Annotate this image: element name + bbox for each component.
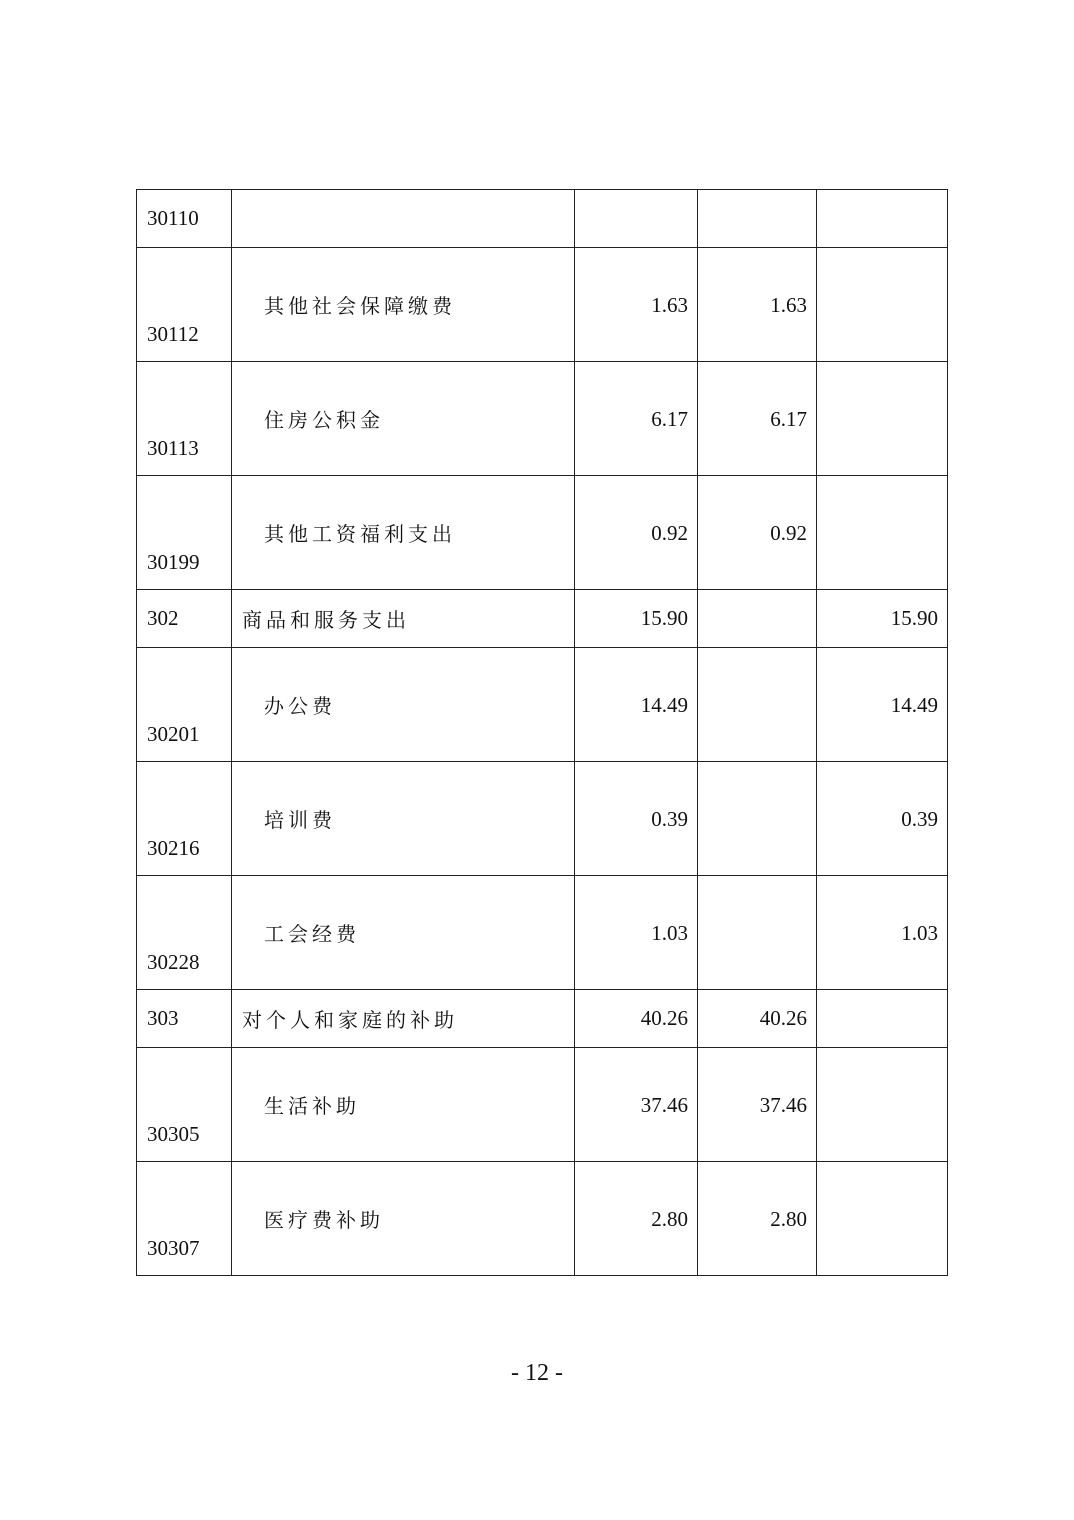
- basic-expense-cell: [698, 876, 817, 990]
- budget-table: [136, 189, 948, 1276]
- item-name-cell: 商品和服务支出: [232, 590, 575, 648]
- project-expense-cell: [817, 990, 948, 1048]
- basic-expense-cell: [698, 648, 817, 762]
- economic-code-cell: 30113: [137, 362, 232, 476]
- economic-code-cell: 30199: [137, 476, 232, 590]
- basic-expense-cell: [698, 190, 817, 248]
- project-expense-cell: 15.90: [817, 590, 948, 648]
- page-number: - 12 -: [511, 1360, 563, 1386]
- project-expense-cell: [817, 362, 948, 476]
- item-name-cell: 对个人和家庭的补助: [232, 990, 575, 1048]
- total-amount-cell: 1.63: [575, 248, 698, 362]
- item-name-cell: 工会经费: [232, 876, 575, 990]
- total-amount-cell: 2.80: [575, 1162, 698, 1276]
- project-expense-cell: [817, 248, 948, 362]
- basic-expense-cell: 37.46: [698, 1048, 817, 1162]
- economic-code-cell: 302: [137, 590, 232, 648]
- total-amount-cell: 40.26: [575, 990, 698, 1048]
- table-row: [137, 476, 948, 590]
- item-name-cell: 办公费: [232, 648, 575, 762]
- project-expense-cell: [817, 190, 948, 248]
- total-amount-cell: 37.46: [575, 1048, 698, 1162]
- project-expense-cell: 0.39: [817, 762, 948, 876]
- table-row: [137, 648, 948, 762]
- economic-code-cell: 30112: [137, 248, 232, 362]
- total-amount-cell: 0.39: [575, 762, 698, 876]
- item-name-cell: 培训费: [232, 762, 575, 876]
- basic-expense-cell: 2.80: [698, 1162, 817, 1276]
- economic-code-cell: 30305: [137, 1048, 232, 1162]
- economic-code-cell: 30307: [137, 1162, 232, 1276]
- total-amount-cell: 14.49: [575, 648, 698, 762]
- total-amount-cell: 0.92: [575, 476, 698, 590]
- basic-expense-cell: 6.17: [698, 362, 817, 476]
- project-expense-cell: 1.03: [817, 876, 948, 990]
- item-name-cell: 其他工资福利支出: [232, 476, 575, 590]
- economic-code-cell: 30228: [137, 876, 232, 990]
- basic-expense-cell: 0.92: [698, 476, 817, 590]
- total-amount-cell: 1.03: [575, 876, 698, 990]
- economic-code-cell: 30201: [137, 648, 232, 762]
- item-name-cell: 生活补助: [232, 1048, 575, 1162]
- basic-expense-cell: 1.63: [698, 248, 817, 362]
- project-expense-cell: [817, 1162, 948, 1276]
- economic-code-cell: 30216: [137, 762, 232, 876]
- item-name-cell: [232, 190, 575, 248]
- project-expense-cell: 14.49: [817, 648, 948, 762]
- table-row: [137, 248, 948, 362]
- item-name-cell: 医疗费补助: [232, 1162, 575, 1276]
- table-row: [137, 1048, 948, 1162]
- project-expense-cell: [817, 476, 948, 590]
- basic-expense-cell: 40.26: [698, 990, 817, 1048]
- item-name-cell: 其他社会保障缴费: [232, 248, 575, 362]
- basic-expense-cell: [698, 590, 817, 648]
- table-row: [137, 990, 948, 1048]
- table-row: [137, 876, 948, 990]
- table-row: [137, 362, 948, 476]
- basic-expense-cell: [698, 762, 817, 876]
- project-expense-cell: [817, 1048, 948, 1162]
- total-amount-cell: 15.90: [575, 590, 698, 648]
- total-amount-cell: [575, 190, 698, 248]
- item-name-cell: 住房公积金: [232, 362, 575, 476]
- economic-code-cell: 30110: [137, 190, 232, 248]
- table-row: [137, 190, 948, 248]
- economic-code-cell: 303: [137, 990, 232, 1048]
- total-amount-cell: 6.17: [575, 362, 698, 476]
- table-row: [137, 1162, 948, 1276]
- table-row: [137, 590, 948, 648]
- table-row: [137, 762, 948, 876]
